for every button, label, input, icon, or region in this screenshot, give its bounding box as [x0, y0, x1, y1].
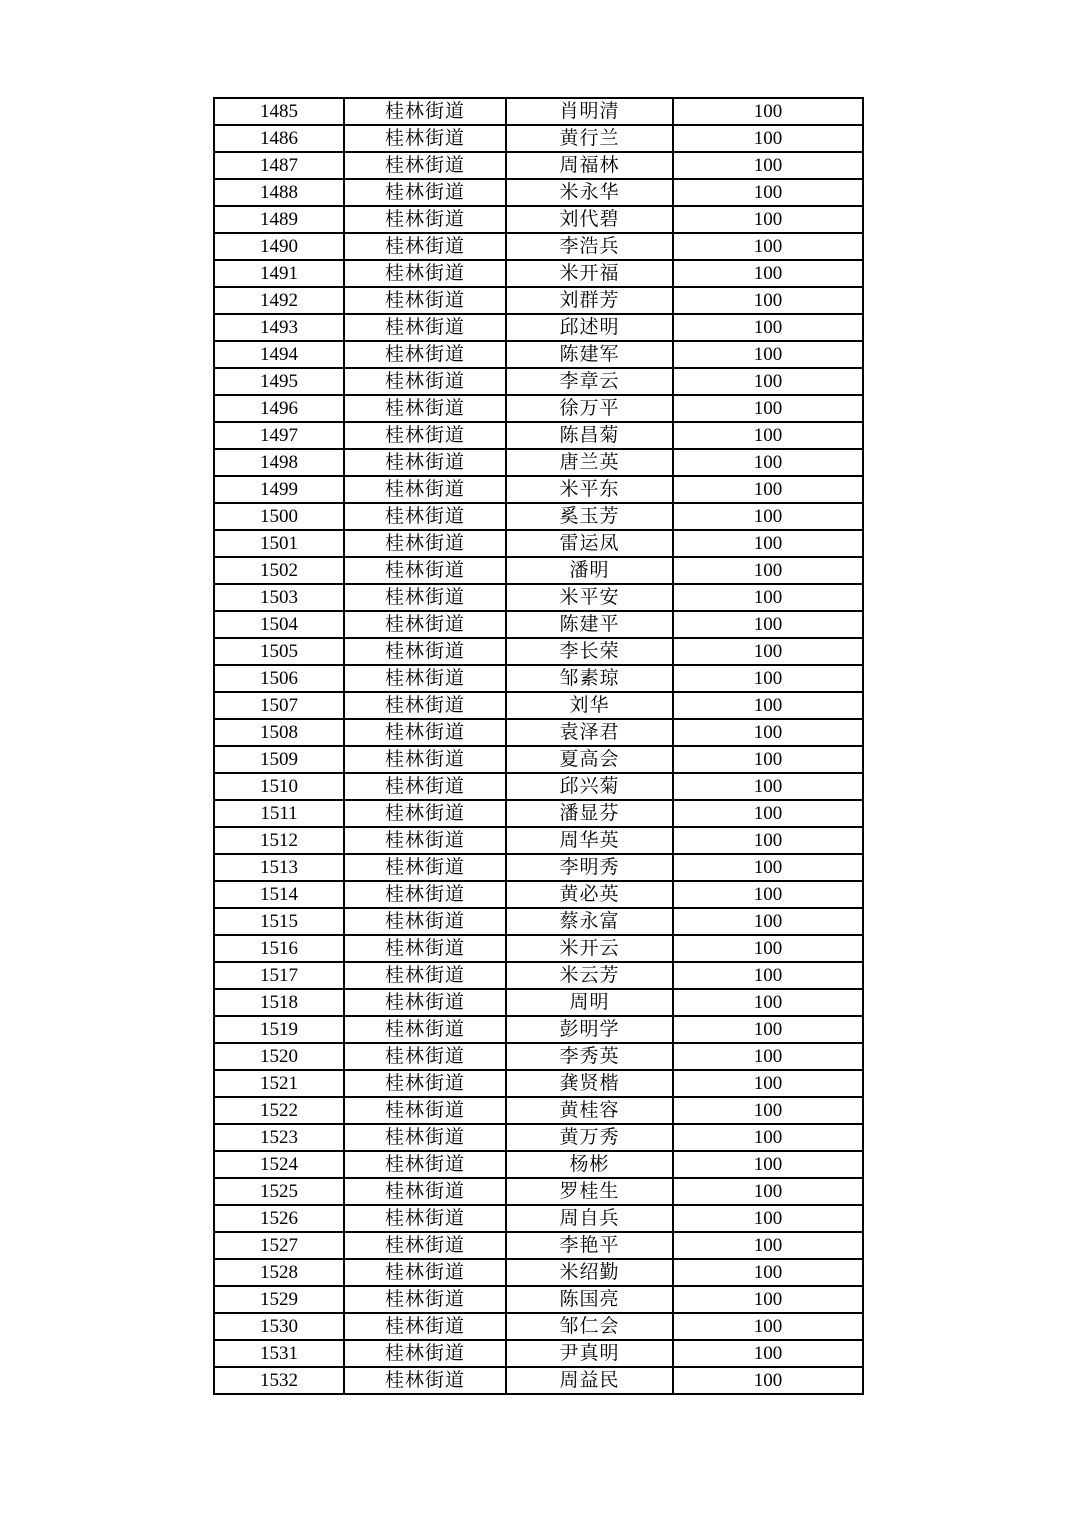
cell-no: 1503	[214, 584, 344, 611]
cell-score: 100	[673, 800, 863, 827]
table-row	[214, 1205, 863, 1232]
cell-name: 黄万秀	[506, 1124, 673, 1151]
table-row	[214, 1070, 863, 1097]
table-row	[214, 530, 863, 557]
cell-name: 袁泽君	[506, 719, 673, 746]
cell-name: 米开云	[506, 935, 673, 962]
cell-street: 桂林街道	[344, 1367, 506, 1394]
cell-no: 1524	[214, 1151, 344, 1178]
cell-no: 1527	[214, 1232, 344, 1259]
cell-no: 1487	[214, 152, 344, 179]
cell-street: 桂林街道	[344, 935, 506, 962]
cell-no: 1494	[214, 341, 344, 368]
cell-street: 桂林街道	[344, 341, 506, 368]
cell-street: 桂林街道	[344, 1259, 506, 1286]
table-row	[214, 638, 863, 665]
cell-score: 100	[673, 503, 863, 530]
cell-score: 100	[673, 1070, 863, 1097]
cell-score: 100	[673, 665, 863, 692]
cell-score: 100	[673, 773, 863, 800]
cell-name: 黄桂容	[506, 1097, 673, 1124]
cell-street: 桂林街道	[344, 1340, 506, 1367]
cell-street: 桂林街道	[344, 314, 506, 341]
cell-name: 李浩兵	[506, 233, 673, 260]
table-row	[214, 287, 863, 314]
cell-name: 米绍勤	[506, 1259, 673, 1286]
cell-score: 100	[673, 125, 863, 152]
cell-name: 黄必英	[506, 881, 673, 908]
cell-no: 1516	[214, 935, 344, 962]
cell-score: 100	[673, 827, 863, 854]
cell-name: 李秀英	[506, 1043, 673, 1070]
cell-name: 米平东	[506, 476, 673, 503]
cell-score: 100	[673, 395, 863, 422]
cell-name: 罗桂生	[506, 1178, 673, 1205]
table-row	[214, 179, 863, 206]
cell-name: 邹仁会	[506, 1313, 673, 1340]
table-row	[214, 1043, 863, 1070]
cell-no: 1509	[214, 746, 344, 773]
cell-name: 李长荣	[506, 638, 673, 665]
cell-name: 刘代碧	[506, 206, 673, 233]
cell-score: 100	[673, 233, 863, 260]
cell-no: 1512	[214, 827, 344, 854]
cell-street: 桂林街道	[344, 989, 506, 1016]
cell-score: 100	[673, 476, 863, 503]
cell-name: 刘华	[506, 692, 673, 719]
cell-score: 100	[673, 989, 863, 1016]
cell-score: 100	[673, 746, 863, 773]
cell-score: 100	[673, 1286, 863, 1313]
cell-name: 周益民	[506, 1367, 673, 1394]
cell-name: 黄行兰	[506, 125, 673, 152]
cell-no: 1514	[214, 881, 344, 908]
cell-score: 100	[673, 854, 863, 881]
table-row	[214, 881, 863, 908]
table-row	[214, 1124, 863, 1151]
cell-name: 李艳平	[506, 1232, 673, 1259]
cell-score: 100	[673, 557, 863, 584]
cell-no: 1513	[214, 854, 344, 881]
cell-no: 1521	[214, 1070, 344, 1097]
cell-score: 100	[673, 152, 863, 179]
table-row	[214, 584, 863, 611]
cell-name: 刘群芳	[506, 287, 673, 314]
cell-street: 桂林街道	[344, 800, 506, 827]
cell-score: 100	[673, 1367, 863, 1394]
cell-no: 1506	[214, 665, 344, 692]
table-row	[214, 719, 863, 746]
cell-score: 100	[673, 1232, 863, 1259]
cell-no: 1501	[214, 530, 344, 557]
table-row	[214, 692, 863, 719]
cell-street: 桂林街道	[344, 152, 506, 179]
cell-name: 杨彬	[506, 1151, 673, 1178]
cell-score: 100	[673, 1124, 863, 1151]
cell-score: 100	[673, 1340, 863, 1367]
cell-name: 肖明清	[506, 98, 673, 125]
cell-street: 桂林街道	[344, 611, 506, 638]
cell-no: 1517	[214, 962, 344, 989]
cell-name: 米平安	[506, 584, 673, 611]
cell-name: 尹真明	[506, 1340, 673, 1367]
cell-score: 100	[673, 908, 863, 935]
cell-no: 1505	[214, 638, 344, 665]
table-row	[214, 773, 863, 800]
cell-no: 1507	[214, 692, 344, 719]
cell-street: 桂林街道	[344, 1016, 506, 1043]
cell-name: 李明秀	[506, 854, 673, 881]
cell-street: 桂林街道	[344, 1043, 506, 1070]
cell-score: 100	[673, 98, 863, 125]
cell-name: 周福林	[506, 152, 673, 179]
cell-street: 桂林街道	[344, 206, 506, 233]
cell-no: 1489	[214, 206, 344, 233]
cell-no: 1491	[214, 260, 344, 287]
cell-no: 1525	[214, 1178, 344, 1205]
table-row	[214, 746, 863, 773]
cell-name: 徐万平	[506, 395, 673, 422]
cell-name: 潘明	[506, 557, 673, 584]
cell-name: 雷运凤	[506, 530, 673, 557]
cell-no: 1496	[214, 395, 344, 422]
cell-no: 1485	[214, 98, 344, 125]
table-row	[214, 503, 863, 530]
cell-street: 桂林街道	[344, 422, 506, 449]
cell-name: 潘显芬	[506, 800, 673, 827]
table-row	[214, 1097, 863, 1124]
cell-score: 100	[673, 1097, 863, 1124]
cell-name: 陈建军	[506, 341, 673, 368]
roster-table-body	[214, 98, 863, 1394]
table-row	[214, 1367, 863, 1394]
cell-street: 桂林街道	[344, 584, 506, 611]
cell-score: 100	[673, 287, 863, 314]
cell-score: 100	[673, 935, 863, 962]
cell-street: 桂林街道	[344, 557, 506, 584]
cell-street: 桂林街道	[344, 1097, 506, 1124]
cell-score: 100	[673, 368, 863, 395]
cell-street: 桂林街道	[344, 1313, 506, 1340]
cell-street: 桂林街道	[344, 125, 506, 152]
cell-no: 1532	[214, 1367, 344, 1394]
table-row	[214, 1286, 863, 1313]
cell-street: 桂林街道	[344, 746, 506, 773]
table-row	[214, 422, 863, 449]
table-row	[214, 665, 863, 692]
cell-name: 陈昌菊	[506, 422, 673, 449]
cell-no: 1531	[214, 1340, 344, 1367]
cell-score: 100	[673, 1313, 863, 1340]
cell-score: 100	[673, 179, 863, 206]
cell-street: 桂林街道	[344, 503, 506, 530]
cell-name: 邹素琼	[506, 665, 673, 692]
cell-score: 100	[673, 1205, 863, 1232]
cell-name: 周自兵	[506, 1205, 673, 1232]
table-row	[214, 908, 863, 935]
cell-no: 1522	[214, 1097, 344, 1124]
table-row	[214, 611, 863, 638]
cell-score: 100	[673, 719, 863, 746]
cell-no: 1510	[214, 773, 344, 800]
cell-street: 桂林街道	[344, 368, 506, 395]
cell-street: 桂林街道	[344, 638, 506, 665]
cell-no: 1492	[214, 287, 344, 314]
table-row	[214, 1340, 863, 1367]
table-row	[214, 1178, 863, 1205]
cell-score: 100	[673, 206, 863, 233]
table-row	[214, 395, 863, 422]
cell-street: 桂林街道	[344, 1286, 506, 1313]
cell-no: 1523	[214, 1124, 344, 1151]
cell-street: 桂林街道	[344, 1232, 506, 1259]
cell-name: 奚玉芳	[506, 503, 673, 530]
cell-street: 桂林街道	[344, 1205, 506, 1232]
cell-street: 桂林街道	[344, 854, 506, 881]
cell-street: 桂林街道	[344, 773, 506, 800]
cell-score: 100	[673, 692, 863, 719]
cell-name: 米永华	[506, 179, 673, 206]
table-row	[214, 1151, 863, 1178]
cell-name: 米云芳	[506, 962, 673, 989]
cell-name: 龚贤楷	[506, 1070, 673, 1097]
cell-score: 100	[673, 260, 863, 287]
cell-no: 1500	[214, 503, 344, 530]
table-row	[214, 962, 863, 989]
table-row	[214, 557, 863, 584]
cell-name: 邱兴菊	[506, 773, 673, 800]
cell-score: 100	[673, 1016, 863, 1043]
cell-name: 夏高会	[506, 746, 673, 773]
cell-no: 1486	[214, 125, 344, 152]
cell-score: 100	[673, 314, 863, 341]
cell-no: 1520	[214, 1043, 344, 1070]
cell-street: 桂林街道	[344, 1070, 506, 1097]
cell-street: 桂林街道	[344, 881, 506, 908]
cell-no: 1530	[214, 1313, 344, 1340]
cell-no: 1529	[214, 1286, 344, 1313]
table-row	[214, 1232, 863, 1259]
cell-no: 1508	[214, 719, 344, 746]
cell-name: 米开福	[506, 260, 673, 287]
cell-score: 100	[673, 530, 863, 557]
table-row	[214, 827, 863, 854]
cell-name: 陈建平	[506, 611, 673, 638]
table-row	[214, 152, 863, 179]
cell-no: 1493	[214, 314, 344, 341]
cell-street: 桂林街道	[344, 476, 506, 503]
cell-no: 1499	[214, 476, 344, 503]
cell-score: 100	[673, 962, 863, 989]
cell-name: 邱述明	[506, 314, 673, 341]
cell-score: 100	[673, 1259, 863, 1286]
cell-street: 桂林街道	[344, 179, 506, 206]
cell-no: 1526	[214, 1205, 344, 1232]
cell-street: 桂林街道	[344, 1178, 506, 1205]
cell-street: 桂林街道	[344, 908, 506, 935]
table-row	[214, 314, 863, 341]
cell-score: 100	[673, 1178, 863, 1205]
table-row	[214, 125, 863, 152]
cell-no: 1518	[214, 989, 344, 1016]
cell-no: 1488	[214, 179, 344, 206]
table-row	[214, 1313, 863, 1340]
table-row	[214, 800, 863, 827]
cell-score: 100	[673, 1043, 863, 1070]
cell-street: 桂林街道	[344, 530, 506, 557]
cell-street: 桂林街道	[344, 665, 506, 692]
cell-street: 桂林街道	[344, 1124, 506, 1151]
roster-table	[213, 97, 864, 1395]
table-row	[214, 233, 863, 260]
cell-name: 周华英	[506, 827, 673, 854]
table-row	[214, 449, 863, 476]
cell-no: 1502	[214, 557, 344, 584]
table-row	[214, 260, 863, 287]
table-row	[214, 1016, 863, 1043]
cell-street: 桂林街道	[344, 395, 506, 422]
cell-name: 蔡永富	[506, 908, 673, 935]
cell-street: 桂林街道	[344, 260, 506, 287]
cell-score: 100	[673, 881, 863, 908]
cell-street: 桂林街道	[344, 692, 506, 719]
table-row	[214, 341, 863, 368]
table-row	[214, 98, 863, 125]
cell-no: 1515	[214, 908, 344, 935]
cell-score: 100	[673, 1151, 863, 1178]
cell-name: 周明	[506, 989, 673, 1016]
cell-no: 1528	[214, 1259, 344, 1286]
cell-no: 1511	[214, 800, 344, 827]
cell-no: 1498	[214, 449, 344, 476]
cell-no: 1504	[214, 611, 344, 638]
cell-no: 1519	[214, 1016, 344, 1043]
cell-street: 桂林街道	[344, 962, 506, 989]
cell-no: 1490	[214, 233, 344, 260]
cell-score: 100	[673, 611, 863, 638]
cell-street: 桂林街道	[344, 287, 506, 314]
cell-name: 李章云	[506, 368, 673, 395]
cell-name: 陈国亮	[506, 1286, 673, 1313]
cell-name: 彭明学	[506, 1016, 673, 1043]
cell-score: 100	[673, 449, 863, 476]
table-row	[214, 935, 863, 962]
table-row	[214, 368, 863, 395]
table-row	[214, 1259, 863, 1286]
cell-score: 100	[673, 422, 863, 449]
table-row	[214, 989, 863, 1016]
cell-street: 桂林街道	[344, 1151, 506, 1178]
table-row	[214, 854, 863, 881]
cell-score: 100	[673, 638, 863, 665]
table-row	[214, 476, 863, 503]
table-row	[214, 206, 863, 233]
cell-name: 唐兰英	[506, 449, 673, 476]
cell-street: 桂林街道	[344, 98, 506, 125]
cell-street: 桂林街道	[344, 719, 506, 746]
cell-no: 1495	[214, 368, 344, 395]
cell-no: 1497	[214, 422, 344, 449]
cell-street: 桂林街道	[344, 233, 506, 260]
cell-street: 桂林街道	[344, 827, 506, 854]
cell-score: 100	[673, 584, 863, 611]
cell-score: 100	[673, 341, 863, 368]
cell-street: 桂林街道	[344, 449, 506, 476]
